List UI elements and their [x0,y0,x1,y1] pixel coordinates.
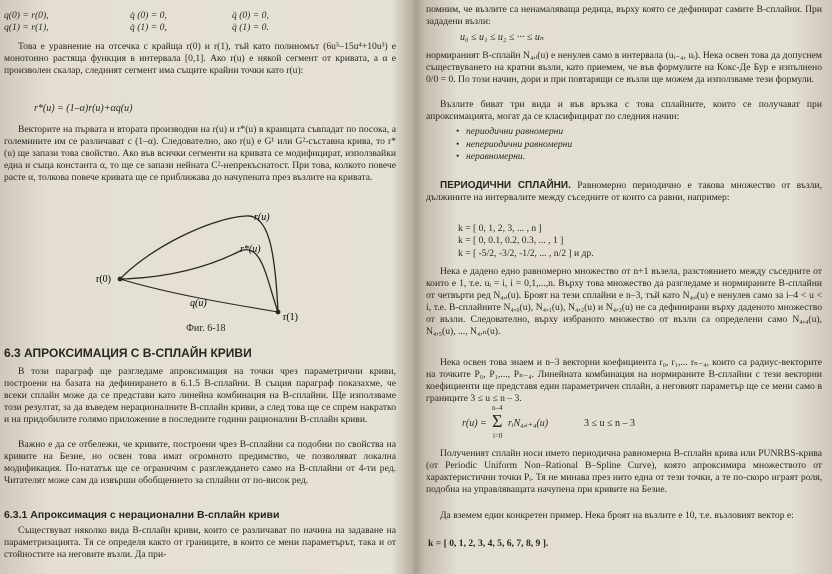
cond-q0: q(0) = r(0), [4,10,49,21]
paragraph-segment: Това е уравнение на отсечка с крайща r(0) и r(1), тъй като полиномът (6u⁵–15u⁴+10u³) е монотонно растяща функция в интервала [0,1]. Ако r(u) е някой сегмент от кривата, а α е произволен скалар, следният сегмент има същите крайни точки като r(u): [4,41,396,76]
paragraph-normalized: нормираният В-сплайн N₄,ᵢ(u) е ненулев само в интервала (uᵢ₋₄, uᵢ). Нека освен това да допуснем съществуването на кратни възли, като приемем, че във формулите на Кокс-Де Бур е изпълнено 0/0 = 0. По този начин, дори и при повтарящи се възли ще можем да използваме тези формули. [426,50,822,85]
knot-examples [426,223,594,260]
cond-qdot1: q̇ (1) = 0, [130,22,167,33]
paragraph-punrbs: Полученият сплайн носи името периодична равномерна В-сплайн крива или PUNRBS-крива (от Periodic Uniform Non–Rational B–Spline Curve), която апроксимира множеството от характеристични точки Pᵢ. Тя не минава през нито една от тези точки, а те по-скоро играят роля, подобна на управляващата начупена при кривите на Безие. [426,448,822,495]
cond-q1: q(1) = r(1), [4,22,49,33]
eq-body: rᵢN₄,ᵢ₊₄(u) [508,418,549,429]
knot-example-line: k = [ 0, 0.1, 0.2, 0.3, ... , 1 ] [458,235,564,247]
cond-qdot0: q̇ (0) = 0, [130,10,167,21]
label-r-u: r(u) [254,212,270,223]
periodic-text: Равномерно периодично е такова множество от възли, дължините на интервалите между съседните от които са равни, например: [426,180,822,203]
equation-sum [462,404,762,444]
knot-vector-final: k = [ 0, 1, 2, 3, 4, 5, 6, 7, 8, 9 ]. [428,538,549,549]
equation-rstar: r*(u) = (1–α)r(u)+αq(u) [34,103,133,114]
figure-6-18 [0,208,408,338]
paragraph-example: Да вземем един конкретен пример. Нека броят на възлите е 10, т.е. възловият вектор е: [440,510,794,521]
label-r1: r(1) [283,312,298,323]
spline-types-list [426,126,572,164]
paragraph-derivatives: Векторите на първата и втората производни на r(u) и r*(u) в краищата съвпадат по посока, а големините им се различават с (1–α). Следователно, ако r(u) е G¹ или G²-съставна крива, то r*(u) ще запази това свойство. Ако във всички сегменти на кривата се модифицират, използвайки една и съща константа α, то ще се запази нейната C²-непрекъснатост. При това, колкото повече расте α, толкова повече кривата ще се приближава до начупената през възлите на кривата. [4,124,396,183]
paragraph-kinds: Съществуват няколко вида В-сплайн криви, които се различават по начина на задаване на параметризацията. Тя се определя както от границите, в които се мени параметърът, така и от стойностите на неговите възли. Да при- [4,525,396,560]
knot-example-line: k = [ -5/2, -3/2, -1/2, ... , n/2 ] и др. [458,247,594,259]
left-page [0,0,408,574]
point-r1 [276,310,281,315]
label-rstar-u: r*(u) [240,244,261,255]
paragraph-periodic [426,180,822,204]
periodic-heading: ПЕРИОДИЧНИ СПЛАЙНИ. [440,180,571,191]
cond-qddot1: q̈ (1) = 0. [232,22,269,33]
eq-sum-bot: i=0 [493,432,503,440]
eq-range: 3 ≤ u ≤ n – 3 [584,418,635,429]
right-page [418,0,832,574]
list-item: • непериодични равномерни [466,139,572,152]
sigma-icon: Σ [492,411,503,431]
list-item: • периодични равномерни [466,126,572,139]
point-r0 [118,277,123,282]
paragraph-uniform-set: Нека е дадено едно равномерно множество от n+1 възела, разстоянието между съседните от които е 1, т.е. uᵢ = i, i = 0,1,...,n. Върху това множество да разгледаме и нормираните В-сплайни от четвърти ред N₄,ᵢ(u). Броят на тези сплайни е n–3, тъй като N₄,ᵢ(u) е ненулев само за i–4 < u < i, т.е. В-сплайните N₄,₀(u), N₄,₁(u), N₄,₂(u) и N₄,₃(u) не са дефинирани върху даденото множество от възли. Следователно, върху избраното множество от възли са определени само N₄,₄(u), N₄,₅(u), ..., N₄,ₙ(u). [426,266,822,337]
subsection-title: 6.3.1 Апроксимация с нерационални В-сплайн криви [4,509,280,521]
eq-sum-top: n–4 [492,404,503,412]
label-q-u: q(u) [190,298,207,309]
section-title: 6.3 АПРОКСИМАЦИЯ С В-СПЛАЙН КРИВИ [4,346,252,360]
label-r0: r(0) [96,274,111,285]
paragraph-classes: Възлите биват три вида и във връзка с това сплайните, които се получават при апроксимацията, могат да се класифицират по следния начин: [426,99,822,122]
knot-example-line: k = [ 0, 1, 2, 3, ... , n ] [458,223,542,234]
paragraph-knots-intro: помним, че възлите са ненамаляваща редица, върху която се дефинират самите В-сплайни. При зададени възли: [426,4,822,27]
cond-qddot0: q̈ (0) = 0, [232,10,269,21]
paragraph-properties: Важно е да се отбележи, че кривите, построени чрез В-сплайни са подобни по свойства на кривите на Безие, но освен това имат огромното предимство, че позволяват локална модификация. По-нататък ще се ограничим с разглеждането само на В-сплайни от 4-ти ред. Читателят може сам да извърши обобщението за сплайни от по-висок ред. [4,439,396,486]
paragraph-intro: В този параграф ще разгледаме апроксимация на точки чрез параметрични криви, построени на базата на дефинирането в 6.1.5 В-сплайни. В същия параграф показахме, че всеки сплайн може да се представи като линейна комбинация на В-сплайни. Ще използваме този резултат, за да въведем нерационалните В-сплайн криви, а след това ще се спрем накратко и на придобилите голямо приложение в последните години рационални В-сплайн криви. [4,366,396,425]
figure-caption: Фиг. 6-18 [186,323,226,334]
eq-lhs: r(u) = [462,418,487,429]
boundary-conditions [0,0,408,40]
paragraph-coefficients: Нека освен това знаем и n–3 векторни коефициента r₀, r₁,... rₙ₋₄, които са радиус-векторите на точките P₀, P₁,..., Pₙ₋₄. Линейната комбинация на нормираните В-сплайни с тези векторни коефициенти ще представя един параметричен сплайн, а неговият параметър ще се мени само в границите 3 ≤ u ≤ n – 3. [426,357,822,404]
knot-sequence: u₀ ≤ u₁ ≤ u₂ ≤ ··· ≤ uₙ [460,32,544,43]
list-item: • неравномерни. [466,151,572,164]
